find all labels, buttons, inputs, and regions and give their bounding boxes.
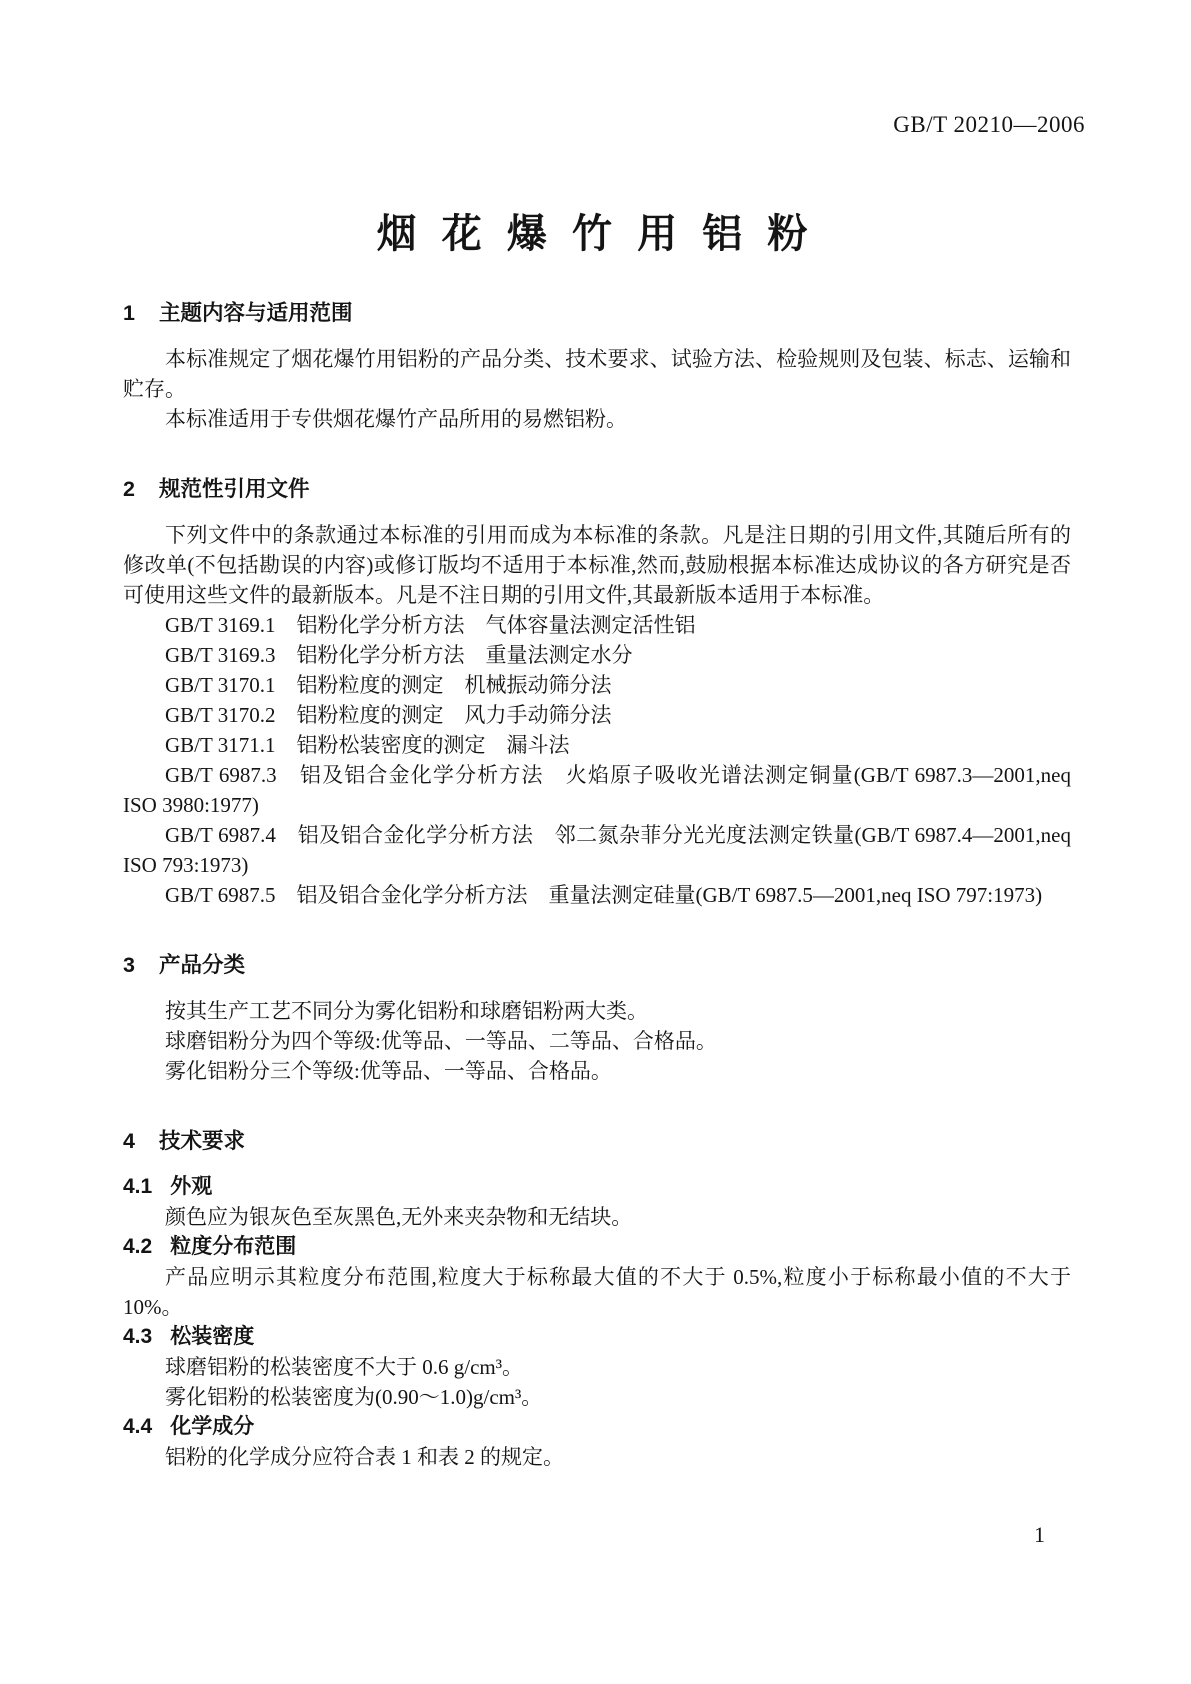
document-title: 烟 花 爆 竹 用 铝 粉 (376, 212, 815, 256)
section-3-paragraph: 球磨铝粉分为四个等级:优等品、一等品、二等品、合格品。 (165, 1029, 717, 1053)
section-2-heading (123, 476, 1071, 502)
subsection-4-3-title: 松装密度 (170, 1325, 255, 1348)
subsection-4-3-paragraph: 雾化铝粉的松装密度为(0.90～1.0)g/cm³。 (165, 1385, 543, 1409)
section-1-number: 1 (123, 301, 135, 325)
section-3-paragraph: 雾化铝粉分三个等级:优等品、一等品、合格品。 (165, 1059, 612, 1083)
reference-item: GB/T 6987.3 铝及铝合金化学分析方法 火焰原子吸收光谱法测定铜量(GB/T 6987.3—2001,neq ISO 3980:1977) (123, 763, 1071, 817)
subsection-4-2-title: 粒度分布范围 (170, 1235, 297, 1258)
subsection-4-4-number: 4.4 (123, 1415, 153, 1438)
section-2-paragraph: 下列文件中的条款通过本标准的引用而成为本标准的条款。凡是注日期的引用文件,其随后所有的修改单(不包括勘误的内容)或修订版均不适用于本标准,然而,鼓励根据本标准达成协议的各方研究是否可使用这些文件的最新版本。凡是不注日期的引用文件,其最新版本适用于本标准。 (123, 523, 1071, 607)
reference-item: GB/T 3170.2 铝粉粒度的测定 风力手动筛分法 (165, 703, 612, 727)
standard-code: GB/T 20210—2006 (893, 112, 1085, 137)
section-4-heading (123, 1128, 1071, 1154)
section-1-title: 主题内容与适用范围 (158, 301, 353, 325)
subsection-4-2-number: 4.2 (123, 1235, 153, 1258)
section-2-title: 规范性引用文件 (158, 477, 310, 501)
subsection-4-3-paragraph: 球磨铝粉的松装密度不大于 0.6 g/cm³。 (165, 1355, 524, 1379)
section-3-paragraph: 按其生产工艺不同分为雾化铝粉和球磨铝粉两大类。 (165, 999, 648, 1023)
subsection-4-1-heading (123, 1172, 1071, 1202)
reference-item: GB/T 6987.4 铝及铝合金化学分析方法 邻二氮杂菲分光光度法测定铁量(GB/T 6987.4—2001,neq ISO 793:1973) (123, 823, 1071, 877)
section-4-number: 4 (123, 1129, 135, 1153)
section-1-paragraph: 本标准规定了烟花爆竹用铝粉的产品分类、技术要求、试验方法、检验规则及包装、标志、运输和贮存。 (123, 347, 1071, 401)
subsection-4-4-paragraph: 铝粉的化学成分应符合表 1 和表 2 的规定。 (165, 1445, 564, 1469)
document-body (123, 300, 1071, 1472)
subsection-4-2-heading (123, 1232, 1071, 1262)
subsection-4-4-heading (123, 1412, 1071, 1442)
reference-item: GB/T 3170.1 铝粉粒度的测定 机械振动筛分法 (165, 673, 612, 697)
section-3-number: 3 (123, 953, 135, 977)
section-3-title: 产品分类 (158, 953, 245, 977)
reference-item: GB/T 6987.5 铝及铝合金化学分析方法 重量法测定硅量(GB/T 6987.5—2001,neq ISO 797:1973) (165, 883, 1043, 907)
subsection-4-3-heading (123, 1322, 1071, 1352)
subsection-4-4-title: 化学成分 (170, 1415, 255, 1438)
reference-item: GB/T 3171.1 铝粉松装密度的测定 漏斗法 (165, 733, 570, 757)
subsection-4-1-number: 4.1 (123, 1175, 153, 1198)
subsection-4-2-paragraph: 产品应明示其粒度分布范围,粒度大于标称最大值的不大于 0.5%,粒度小于标称最小值的不大于 10%。 (123, 1265, 1071, 1319)
subsection-4-1-title: 外观 (170, 1175, 213, 1198)
section-1-heading (123, 300, 1071, 326)
reference-item: GB/T 3169.1 铝粉化学分析方法 气体容量法测定活性铝 (165, 613, 696, 637)
section-3-heading (123, 952, 1071, 978)
section-4-title: 技术要求 (158, 1129, 245, 1153)
subsection-4-3-number: 4.3 (123, 1325, 153, 1348)
section-1-paragraph: 本标准适用于专供烟花爆竹产品所用的易燃铝粉。 (165, 407, 627, 431)
page-number: 1 (1034, 1522, 1045, 1547)
section-2-number: 2 (123, 477, 135, 501)
subsection-4-1-paragraph: 颜色应为银灰色至灰黑色,无外来夹杂物和无结块。 (165, 1205, 633, 1229)
reference-item: GB/T 3169.3 铝粉化学分析方法 重量法测定水分 (165, 643, 633, 667)
